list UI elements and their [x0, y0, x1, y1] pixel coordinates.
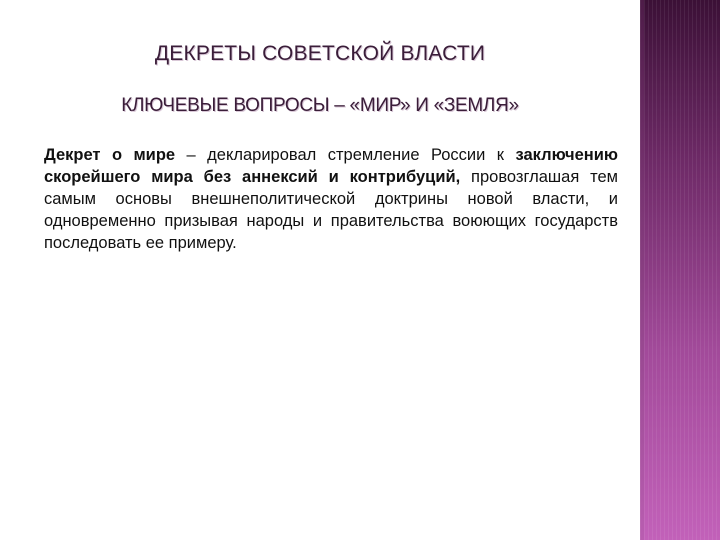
- decree-term: Декрет о мире: [44, 146, 176, 164]
- body-paragraph: [44, 144, 618, 254]
- slide-subtitle: КЛЮЧЕВЫЕ ВОПРОСЫ – «МИР» И «ЗЕМЛЯ»: [121, 95, 519, 116]
- decorative-side-band: [640, 0, 720, 540]
- paragraph-part-1: – декларировал стремление России к: [175, 146, 516, 164]
- paragraph-part-2: провозглашая тем самым основы внешнеполитической доктрины новой власти, и одновременно призывая народы и правительства воюющих государств последовать ее примеру.: [44, 168, 618, 252]
- bold-phrase: заключению скорейшего мира без аннексий и контрибуций,: [44, 146, 618, 186]
- slide-title: ДЕКРЕТЫ СОВЕТСКОЙ ВЛАСТИ: [154, 42, 486, 65]
